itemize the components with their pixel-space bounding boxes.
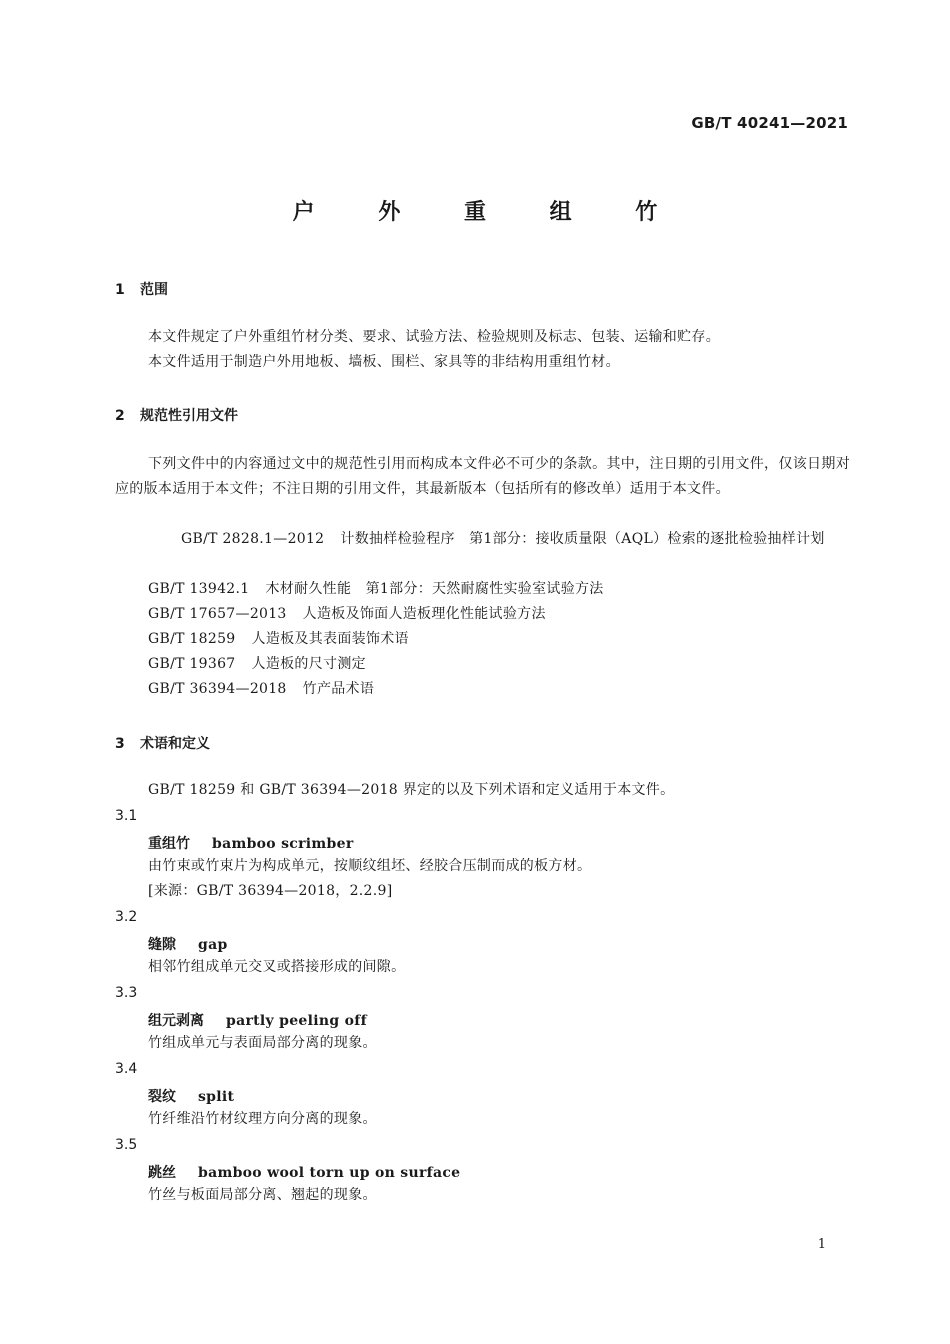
term-heading bbox=[148, 1010, 367, 1030]
page-number: 1 bbox=[817, 1237, 826, 1252]
section-heading-terms-definitions bbox=[115, 733, 210, 753]
section-number: 3 bbox=[115, 736, 125, 752]
reference-item bbox=[148, 602, 546, 627]
term-heading bbox=[148, 833, 354, 853]
reference-item bbox=[115, 527, 850, 552]
references-intro-paragraph: 下列文件中的内容通过文中的规范性引用而构成本文件必不可少的条款。其中，注日期的引用文件，仅该日期对应的版本适用于本文件；不注日期的引用文件，其最新版本（包括所有的修改单）适用于本文件。 bbox=[115, 456, 850, 497]
term-definition: 竹丝与板面局部分离、翘起的现象。 bbox=[148, 1187, 377, 1203]
section-title: 范围 bbox=[140, 282, 168, 298]
term-number: 3.1 bbox=[115, 808, 138, 824]
scope-paragraph: 本文件规定了户外重组竹材分类、要求、试验方法、检验规则及标志、包装、运输和贮存。 bbox=[148, 329, 720, 345]
document-title: 户 外 重 组 竹 bbox=[292, 200, 686, 225]
term-definition: 相邻竹组成单元交叉或搭接形成的间隙。 bbox=[148, 959, 406, 975]
reference-code: GB/T 2828.1—2012 bbox=[181, 531, 325, 547]
term-heading bbox=[148, 1162, 460, 1182]
term-chinese: 重组竹 bbox=[148, 836, 190, 852]
standard-code: GB/T 40241—2021 bbox=[691, 114, 848, 132]
reference-item bbox=[148, 677, 374, 702]
section-number: 1 bbox=[115, 282, 125, 298]
term-chinese: 跳丝 bbox=[148, 1165, 176, 1181]
term-english: split bbox=[198, 1089, 235, 1105]
reference-title: 木材耐久性能 第1部分：天然耐腐性实验室试验方法 bbox=[265, 581, 604, 597]
reference-item bbox=[148, 652, 366, 677]
reference-code: GB/T 13942.1 bbox=[148, 581, 250, 597]
term-number: 3.3 bbox=[115, 985, 138, 1001]
scope-paragraph: 本文件适用于制造户外用地板、墙板、围栏、家具等的非结构用重组竹材。 bbox=[148, 354, 620, 370]
reference-code: GB/T 19367 bbox=[148, 656, 236, 672]
term-heading bbox=[148, 1086, 234, 1106]
reference-code: GB/T 17657—2013 bbox=[148, 606, 287, 622]
term-english: gap bbox=[198, 937, 228, 953]
section-number: 2 bbox=[115, 408, 125, 424]
reference-item bbox=[148, 627, 409, 652]
section-heading-scope bbox=[115, 279, 168, 299]
term-english: bamboo scrimber bbox=[212, 836, 354, 852]
term-number: 3.4 bbox=[115, 1061, 138, 1077]
term-number: 3.2 bbox=[115, 909, 138, 925]
term-chinese: 缝隙 bbox=[148, 937, 176, 953]
term-source: [来源：GB/T 36394—2018，2.2.9] bbox=[148, 883, 393, 899]
reference-title: 计数抽样检验程序 第1部分：接收质量限（AQL）检索的逐批检验抽样计划 bbox=[340, 531, 825, 547]
section-heading-normative-references bbox=[115, 405, 238, 425]
term-definition: 由竹束或竹束片为构成单元，按顺纹组坯、经胶合压制而成的板方材。 bbox=[148, 858, 592, 874]
terms-intro-paragraph: GB/T 18259 和 GB/T 36394—2018 界定的以及下列术语和定义适用于本文件。 bbox=[148, 782, 675, 798]
term-definition: 竹组成单元与表面局部分离的现象。 bbox=[148, 1035, 377, 1051]
reference-title: 人造板的尺寸测定 bbox=[251, 656, 366, 672]
reference-title: 人造板及饰面人造板理化性能试验方法 bbox=[302, 606, 546, 622]
reference-title: 人造板及其表面装饰术语 bbox=[251, 631, 409, 647]
term-definition: 竹纤维沿竹材纹理方向分离的现象。 bbox=[148, 1111, 377, 1127]
term-chinese: 组元剥离 bbox=[148, 1013, 204, 1029]
reference-item bbox=[148, 577, 604, 602]
section-title: 规范性引用文件 bbox=[140, 408, 238, 424]
term-heading bbox=[148, 934, 228, 954]
term-chinese: 裂纹 bbox=[148, 1089, 176, 1105]
term-english: partly peeling off bbox=[226, 1013, 367, 1029]
reference-code: GB/T 18259 bbox=[148, 631, 236, 647]
section-title: 术语和定义 bbox=[140, 736, 210, 752]
reference-code: GB/T 36394—2018 bbox=[148, 681, 287, 697]
term-english: bamboo wool torn up on surface bbox=[198, 1165, 461, 1181]
reference-title: 竹产品术语 bbox=[302, 681, 375, 697]
term-number: 3.5 bbox=[115, 1137, 138, 1153]
